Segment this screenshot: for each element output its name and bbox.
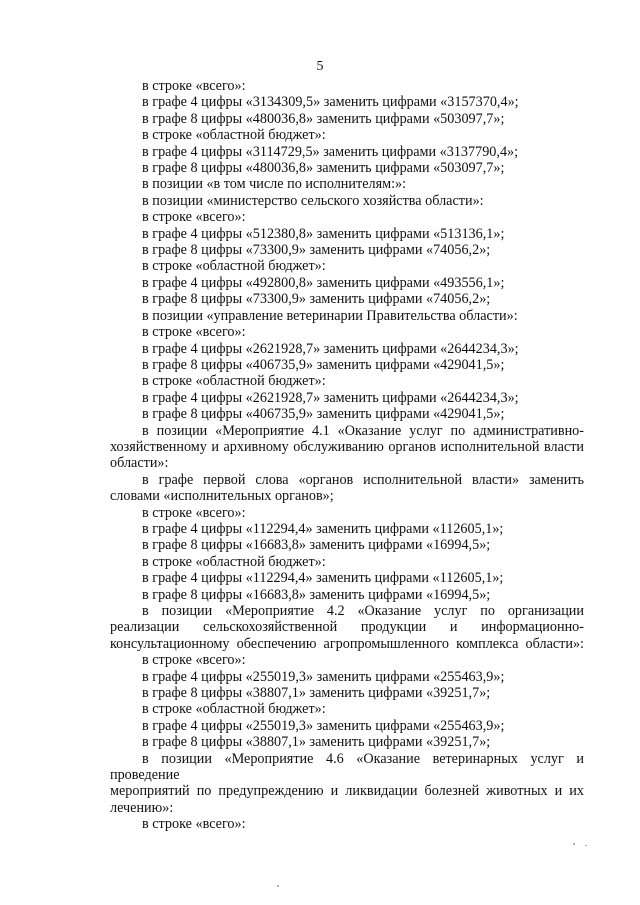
- text-line: в графе 4 цифры «3114729,5» заменить цифрами «3137790,4»;: [142, 143, 519, 160]
- text-line: в графе первой слова «органов исполнительной власти» заменить: [142, 471, 584, 488]
- text-line: в графе 4 цифры «512380,8» заменить цифрами «513136,1»;: [142, 225, 505, 242]
- text-line: в позиции «Мероприятие 4.2 «Оказание услуг по организации: [142, 603, 584, 619]
- text-line: в строке «областной бюджет»:: [142, 553, 326, 570]
- text-line: в графе 8 цифры «480036,8» заменить цифрами «503097,7»;: [142, 160, 505, 177]
- text-line: в строке «всего»:: [142, 816, 246, 833]
- text-line: в графе 8 цифры «406735,9» заменить цифрами «429041,5»;: [142, 406, 505, 423]
- text-line: в строке «областной бюджет»:: [142, 701, 326, 718]
- text-line: в графе 8 цифры «16683,8» заменить цифрами «16994,5»;: [142, 537, 491, 554]
- text-line: в графе 4 цифры «112294,4» заменить цифрами «112605,1»;: [142, 520, 504, 537]
- text-line: в позиции «управление ветеринарии Правительства области»:: [142, 307, 518, 324]
- text-line: мероприятий по предупреждению и ликвидации болезней животных и их: [110, 783, 584, 800]
- text-line: хозяйственному и архивному обслуживанию органов исполнительной власти: [110, 438, 584, 455]
- text-line: в позиции «министерство сельского хозяйства области»:: [142, 192, 484, 209]
- text-line: в графе 8 цифры «38807,1» заменить цифрами «39251,7»;: [142, 685, 491, 702]
- text-line: лечению»:: [110, 799, 174, 816]
- text-line: в графе 8 цифры «480036,8» заменить цифрами «503097,7»;: [142, 110, 505, 127]
- text-line: в строке «всего»:: [142, 324, 246, 341]
- text-line: в строке «всего»:: [142, 504, 246, 521]
- text-line: в графе 8 цифры «406735,9» заменить цифрами «429041,5»;: [142, 356, 505, 373]
- scan-speck: [585, 845, 587, 846]
- text-line: в позиции «Мероприятие 4.1 «Оказание услуг по административно-: [142, 422, 584, 439]
- text-line: в графе 4 цифры «255019,3» заменить цифрами «255463,9»;: [142, 668, 505, 685]
- text-line: в позиции «в том числе по исполнителям:»:: [142, 176, 407, 193]
- text-line: в графе 4 цифры «2621928,7» заменить цифрами «2644234,3»;: [142, 340, 519, 357]
- text-line: в графе 4 цифры «492800,8» заменить цифрами «493556,1»;: [142, 274, 505, 291]
- scan-speck: [573, 843, 575, 845]
- text-line: консультационному обеспечению агропромышленного комплекса области»:: [110, 635, 584, 652]
- text-line: реализации сельскохозяйственной продукции и информационно-: [110, 619, 584, 636]
- text-line: в графе 8 цифры «38807,1» заменить цифрами «39251,7»;: [142, 734, 491, 751]
- text-line: в позиции «Мероприятие 4.6 «Оказание ветеринарных услуг и проведение: [110, 750, 584, 784]
- text-line: в строке «всего»:: [142, 78, 246, 94]
- text-line: в строке «областной бюджет»:: [142, 373, 326, 390]
- text-line: в строке «областной бюджет»:: [142, 258, 326, 275]
- page-number: 5: [316, 59, 324, 74]
- text-line: в строке «всего»:: [142, 209, 246, 226]
- text-line: в графе 8 цифры «73300,9» заменить цифрами «74056,2»;: [142, 242, 491, 259]
- document-body: [110, 78, 584, 833]
- text-line: в графе 4 цифры «255019,3» заменить цифрами «255463,9»;: [142, 717, 505, 734]
- text-line: области»:: [110, 455, 169, 472]
- text-line: в графе 8 цифры «73300,9» заменить цифрами «74056,2»;: [142, 291, 491, 308]
- scan-speck: [277, 885, 279, 887]
- text-line: в графе 8 цифры «16683,8» заменить цифрами «16994,5»;: [142, 586, 491, 603]
- text-line: словами «исполнительных органов»;: [110, 488, 334, 505]
- text-line: в строке «всего»:: [142, 652, 246, 669]
- text-line: в графе 4 цифры «112294,4» заменить цифрами «112605,1»;: [142, 570, 504, 587]
- text-line: в графе 4 цифры «2621928,7» заменить цифрами «2644234,3»;: [142, 389, 519, 406]
- text-line: в строке «областной бюджет»:: [142, 127, 326, 144]
- text-line: в графе 4 цифры «3134309,5» заменить цифрами «3157370,4»;: [142, 94, 519, 111]
